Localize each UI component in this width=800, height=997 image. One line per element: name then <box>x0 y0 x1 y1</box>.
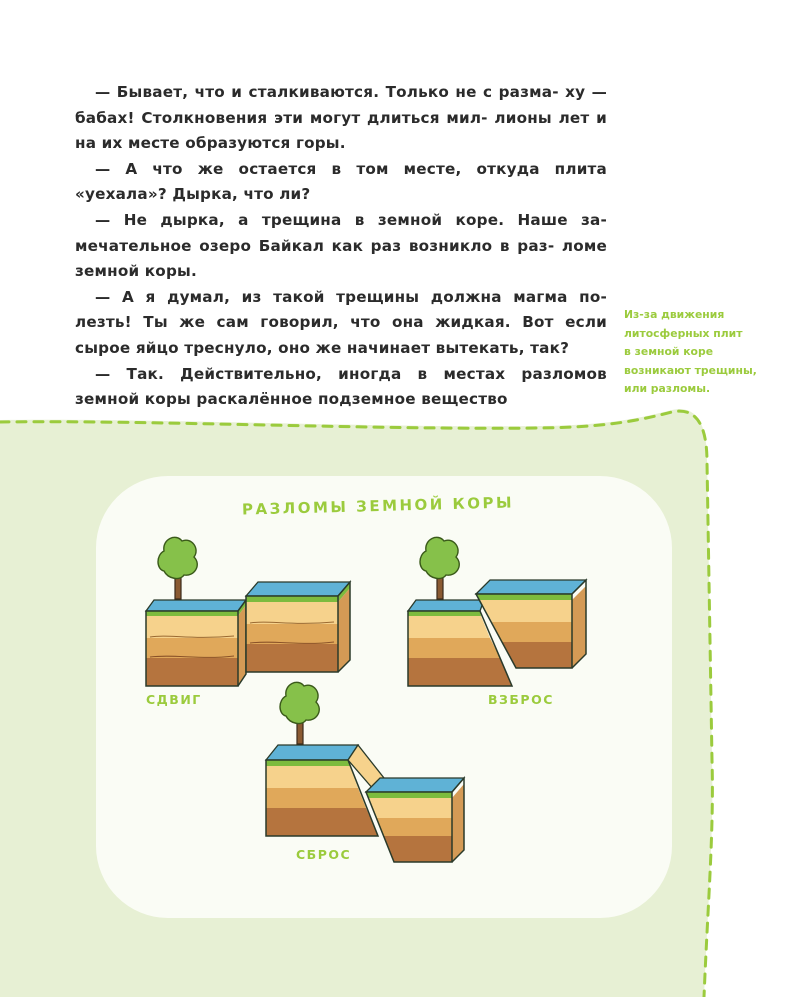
normal-fault-diagram <box>266 682 464 862</box>
label-normal-fault: СБРОС <box>296 847 352 862</box>
shear-right-block <box>246 582 350 672</box>
paragraph: — Бывает, что и сталкиваются. Только не с разма- ху — бабах! Столкновения эти могут длиться мил- лионы лет и на их месте образуются горы. <box>75 83 607 153</box>
paragraph: — А я думал, из такой трещины должна магма по- лезть! Ты же сам говорил, что она жидкая. Вот если сырое яйцо треснуло, оно же начинает вытекать, так? <box>75 287 607 357</box>
shear-fault-diagram <box>146 537 350 686</box>
diagram-title: РАЗЛОМЫ ЗЕМНОЙ КОРЫ <box>241 493 515 519</box>
shear-left-block <box>146 600 246 686</box>
paragraph: — Так. Действительно, иногда в местах разломов земной коры раскалённое подземное вещество <box>75 364 607 409</box>
reverse-fault-diagram <box>408 537 586 686</box>
paragraph: — Не дырка, а трещина в земной коре. Наше за- мечательное озеро Байкал как раз возникло в раз- ломе земной коры. <box>75 210 607 281</box>
label-reverse-fault: ВЗБРОС <box>488 692 554 707</box>
tree-icon <box>158 537 197 599</box>
normal-left-block <box>266 745 384 836</box>
normal-right-block <box>366 778 464 862</box>
tree-icon <box>420 537 459 599</box>
sidenote: Из-за движения литосферных плит в земной коре возникают трещины, или разломы. <box>624 308 757 395</box>
tree-icon <box>280 682 319 744</box>
label-shear-fault: СДВИГ <box>146 692 202 707</box>
paragraph: — А что же остается в том месте, откуда плита «уехала»? Дырка, что ли? <box>75 159 607 204</box>
